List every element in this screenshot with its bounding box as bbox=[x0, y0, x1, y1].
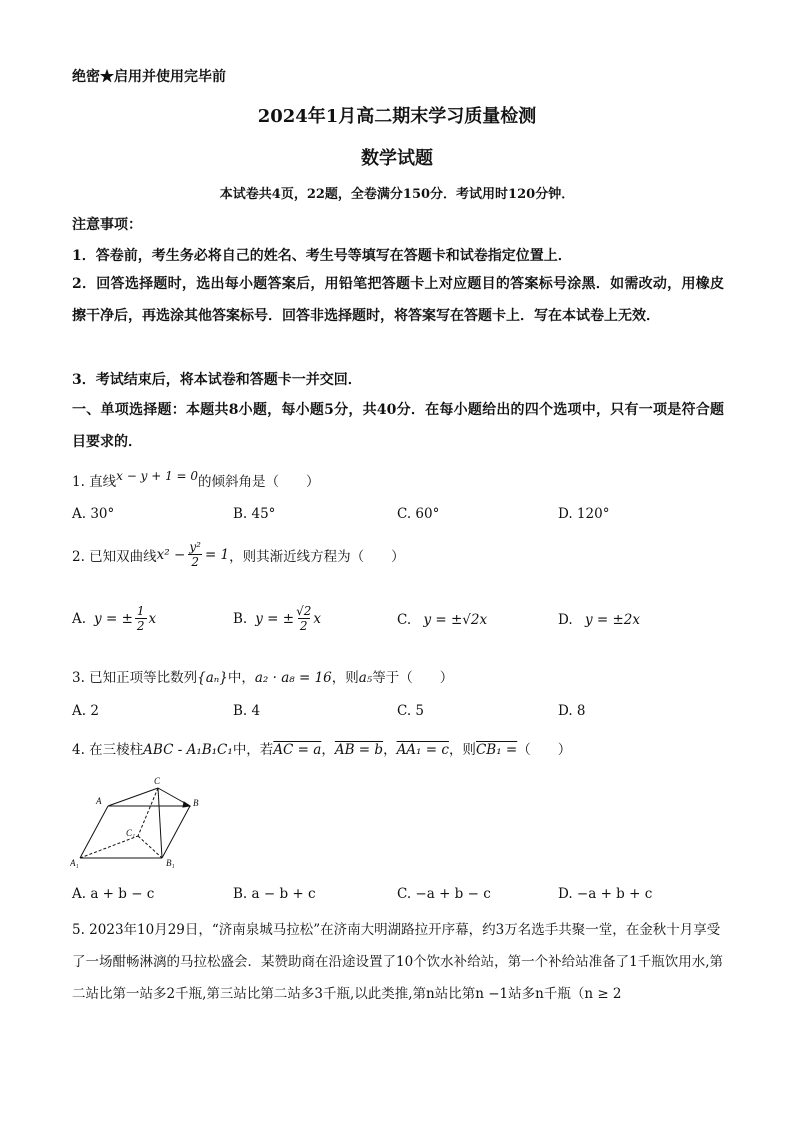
confidential-label: 绝密★启用并使用完毕前 bbox=[72, 69, 226, 85]
q2-option-b[interactable] bbox=[233, 604, 321, 633]
question-5: 5. 2023年10月29日，“济南泉城马拉松”在济南大明湖路拉开序幕，约3万名选手共聚一堂，在金秋十月享受了一场酣畅淋漓的马拉松盛会．某赞助商在沿途设置了10个饮水补给站，第一个补给站准备了1千瓶饮用水,第二站比第一站多2千瓶,第三站比第二站多3千瓶,以此类推,第n站比第n −1站多n千瓶（n ≥ 2 bbox=[72, 922, 724, 1002]
q4-suffix: （ ） bbox=[517, 742, 572, 758]
exam-title: 2024年1月高二期末学习质量检测 bbox=[257, 106, 537, 127]
q3-option-b[interactable]: B. 4 bbox=[233, 703, 261, 719]
q1-option-d[interactable]: D. 120° bbox=[558, 506, 610, 522]
question-4: 4. 在三棱柱ABC - A₁B₁C₁中，若AC = a，AB = b，AA₁ = c，则CB₁ =（ ） bbox=[72, 742, 572, 758]
edge-aa1 bbox=[80, 806, 108, 858]
q2-formula-a: x² − bbox=[156, 546, 186, 563]
q2-option-b-den: 2 bbox=[299, 619, 308, 633]
q2-option-b-num: √2 bbox=[296, 604, 312, 618]
q2-option-c-expr: y = ±√2x bbox=[423, 612, 488, 628]
q3-target: a₅ bbox=[358, 670, 373, 686]
note-item-2: 2．回答选择题时，选出每小题答案后，用铅笔把答题卡上对应题目的答案标号涂黑．如需改动，用橡皮擦干净后，再选涂其他答案标号．回答非选择题时，将答案写在答题卡上．写在本试卷上无效． bbox=[72, 276, 724, 324]
note-item-1: 1．答卷前，考生务必将自己的姓名、考生号等填写在答题卡和试卷指定位置上． bbox=[72, 248, 572, 264]
q2-option-d[interactable] bbox=[558, 612, 640, 628]
q2-suffix: ，则其渐近线方程为（ ） bbox=[229, 548, 405, 565]
q3-condition: a₂ · a₈ = 16 bbox=[254, 670, 332, 686]
q4-vector-1: AC = a bbox=[273, 742, 322, 758]
q2-option-a-frac bbox=[135, 604, 147, 633]
q4-option-d[interactable]: D. −a + b + c bbox=[558, 886, 653, 902]
section1-heading: 一、单项选择题：本题共8小题，每小题5分，共40分．在每小题给出的四个选项中，只有一项是符合题目要求的． bbox=[72, 402, 724, 450]
q1-prefix: 1. 直线 bbox=[72, 474, 117, 490]
q2-option-b-pre: y = ± bbox=[255, 610, 295, 627]
q2-frac-den: 2 bbox=[188, 554, 202, 569]
q4-vector-2: AB = b bbox=[334, 742, 384, 758]
edge-cb1 bbox=[158, 788, 162, 858]
note-item-3: 3．考试结束后，将本试卷和答题卡一并交回． bbox=[72, 372, 362, 388]
question-3 bbox=[72, 666, 453, 686]
q2-fraction bbox=[188, 540, 202, 569]
q2-option-b-frac bbox=[296, 604, 311, 633]
prism-figure bbox=[70, 770, 210, 870]
q3-option-c[interactable]: C. 5 bbox=[397, 703, 425, 719]
q2-option-a-label: A. bbox=[72, 610, 87, 627]
label-a: A bbox=[96, 796, 102, 806]
q4-option-c[interactable]: C. −a + b − c bbox=[397, 886, 491, 902]
exam-subtitle: 数学试题 bbox=[361, 148, 433, 169]
q2-option-b-post: x bbox=[313, 610, 321, 627]
q1-formula: x − y + 1 = 0 bbox=[116, 469, 199, 483]
q4-mid: 中，若 bbox=[232, 742, 274, 758]
q3-mid: 中， bbox=[227, 670, 255, 686]
q2-option-c[interactable] bbox=[397, 612, 487, 628]
arrow-head bbox=[183, 802, 190, 807]
q2-option-a-pre: y = ± bbox=[94, 610, 133, 627]
q2-option-d-label: D. bbox=[558, 612, 573, 628]
q2-option-a-num: 1 bbox=[136, 604, 145, 618]
q3-sequence: {aₙ} bbox=[197, 670, 228, 686]
q2-frac-num: y² bbox=[189, 540, 201, 554]
exam-info: 本试卷共4页，22题，全卷满分150分．考试用时120分钟． bbox=[219, 187, 575, 202]
label-c1: C₁ bbox=[126, 828, 136, 838]
q3-option-a[interactable]: A. 2 bbox=[72, 703, 99, 719]
q1-option-b[interactable]: B. 45° bbox=[233, 506, 276, 522]
q3-option-d[interactable]: D. 8 bbox=[558, 703, 586, 719]
q3-prefix: 3. 已知正项等比数列 bbox=[72, 670, 198, 686]
edge-c1b1 bbox=[138, 836, 162, 858]
label-b1: B₁ bbox=[166, 858, 175, 868]
q1-suffix: 的倾斜角是（ ） bbox=[198, 474, 320, 490]
q4-prism: ABC - A₁B₁C₁ bbox=[143, 742, 233, 758]
edge-a1c1 bbox=[80, 836, 138, 858]
q3-suffix: 等于（ ） bbox=[372, 670, 454, 686]
label-c: C bbox=[154, 776, 161, 786]
q1-option-c[interactable]: C. 60° bbox=[397, 506, 440, 522]
label-b: B bbox=[193, 798, 199, 808]
edge-bb1 bbox=[162, 806, 190, 858]
q2-option-a-den: 2 bbox=[136, 619, 145, 633]
q4-target: CB₁ = bbox=[475, 742, 518, 758]
q4-prefix: 4. 在三棱柱 bbox=[72, 742, 144, 758]
q2-option-d-expr: y = ±2x bbox=[584, 612, 640, 628]
q2-prefix: 2. 已知双曲线 bbox=[72, 548, 157, 565]
question-2 bbox=[72, 540, 405, 569]
notes-heading: 注意事项： bbox=[72, 217, 142, 233]
q2-option-a[interactable] bbox=[72, 604, 156, 633]
q3-mid2: ，则 bbox=[331, 670, 359, 686]
edge-ac bbox=[108, 788, 158, 806]
q2-option-c-label: C. bbox=[397, 612, 412, 628]
q4-mid2: ，则 bbox=[448, 742, 476, 758]
q4-option-a[interactable]: A. a + b − c bbox=[72, 886, 155, 902]
label-a1: A₁ bbox=[70, 858, 79, 868]
q1-option-a[interactable]: A. 30° bbox=[72, 506, 115, 522]
q4-option-b[interactable]: B. a − b + c bbox=[233, 886, 316, 902]
edge-cc1 bbox=[138, 788, 158, 836]
q2-option-b-label: B. bbox=[233, 610, 248, 627]
q4-vector-3: AA₁ = c bbox=[396, 742, 449, 758]
q2-option-a-post: x bbox=[148, 610, 157, 627]
question-1 bbox=[72, 470, 320, 490]
q2-formula-b: = 1 bbox=[204, 546, 230, 563]
